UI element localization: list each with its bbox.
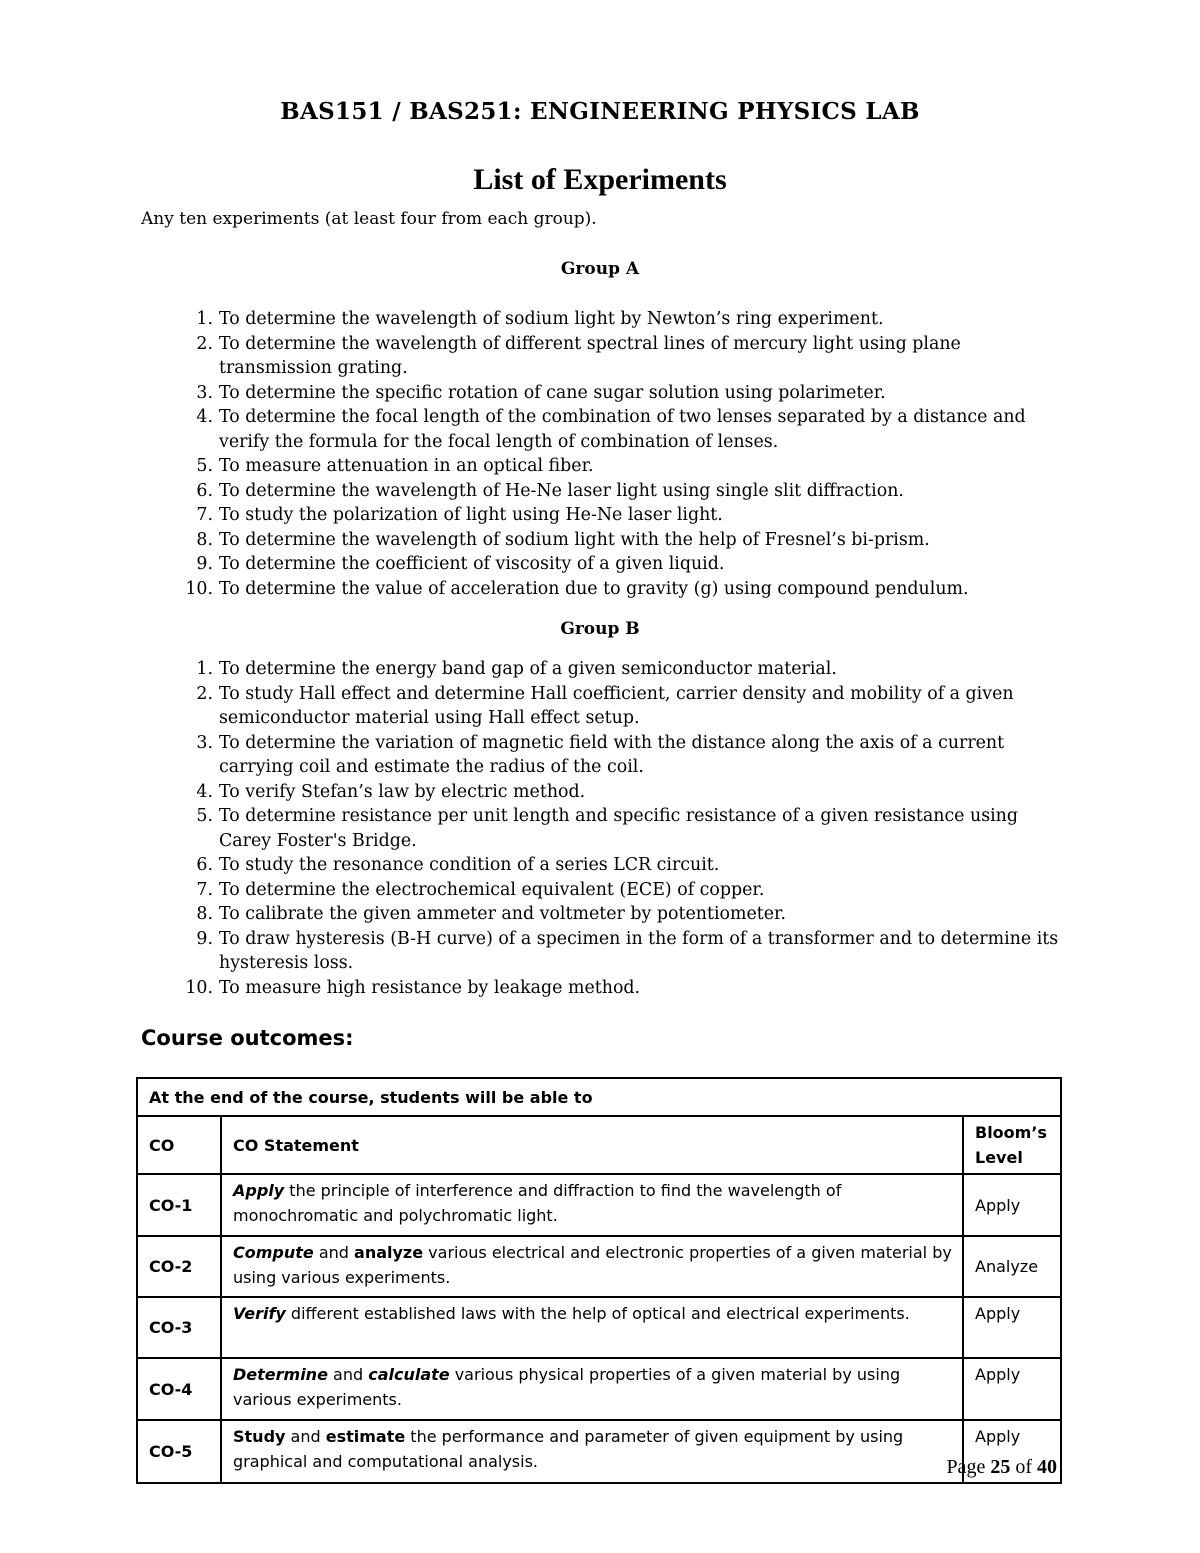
list-item (141, 381, 1071, 406)
list-item (141, 479, 1071, 504)
list-title: List of Experiments (473, 163, 727, 196)
co-statement-cell (221, 1297, 963, 1358)
list-item-text: To study the polarization of light using He-Ne laser light. (219, 505, 723, 525)
co-statement-part: Apply (233, 1181, 285, 1200)
list-item-text: To determine the wavelength of sodium light by Newton’s ring experiment. (219, 309, 884, 329)
list-item (141, 307, 1071, 332)
list-item-number: 9. (196, 928, 213, 949)
list-item (141, 976, 1071, 1001)
list-item (141, 528, 1071, 553)
course-outcomes-table (136, 1077, 1062, 1484)
co-id-cell: CO-3 (137, 1297, 221, 1358)
list-item (141, 731, 1071, 780)
group-b-list (141, 657, 1071, 1000)
group-a-heading: Group A (560, 259, 640, 279)
list-item-number: 5. (196, 806, 213, 826)
co-statement-part: Determine (233, 1365, 328, 1384)
list-item (141, 552, 1071, 577)
co-id-cell: CO-4 (137, 1358, 221, 1420)
list-item-number: 7. (196, 879, 213, 900)
list-item (141, 454, 1071, 479)
co-statement-cell (221, 1174, 963, 1236)
list-item-text: To determine the focal length of the combination of two lenses separated by a distance and verify the formula for the focal length of combination of lenses. (219, 407, 1026, 452)
list-item-number: 3. (196, 732, 213, 753)
list-item (141, 804, 1071, 853)
list-item-number: 1. (196, 309, 213, 329)
table-caption: At the end of the course, students will be able to (137, 1078, 1061, 1116)
table-row (137, 1174, 1061, 1236)
table-row (137, 1420, 1061, 1483)
intro-text: Any ten experiments (at least four from each group). (141, 209, 597, 229)
list-item-text: To calibrate the given ammeter and voltmeter by potentiometer. (219, 904, 786, 924)
co-id-cell: CO-1 (137, 1174, 221, 1236)
co-statement-part: the principle of interference and diffraction to find the wavelength of monochromatic and polychromatic light. (233, 1181, 842, 1225)
list-item-number: 9. (196, 554, 213, 574)
list-item-number: 2. (196, 683, 213, 704)
blooms-level-cell: Analyze (963, 1236, 1061, 1297)
co-statement-part: analyze (354, 1243, 424, 1262)
list-item (141, 682, 1071, 731)
list-item-number: 2. (196, 333, 213, 354)
co-statement-cell (221, 1358, 963, 1420)
table-row (137, 1236, 1061, 1297)
table-row (137, 1297, 1061, 1358)
list-item (141, 332, 1071, 381)
list-item-text: To verify Stefan’s law by electric method. (219, 781, 586, 802)
list-item-text: To determine the coefficient of viscosity of a given liquid. (219, 554, 725, 574)
list-item-number: 5. (196, 456, 213, 476)
co-statement-part: the performance and parameter of given equipment by using graphical and computational analysis. (233, 1427, 904, 1471)
page-of: of (1010, 1456, 1037, 1478)
list-item-text: To study the resonance condition of a series LCR circuit. (219, 855, 720, 875)
co-statement-part: and (313, 1243, 355, 1262)
list-item (141, 577, 1071, 602)
list-item (141, 405, 1071, 454)
list-item-number: 4. (196, 781, 213, 802)
list-item (141, 780, 1071, 805)
table-caption-row (137, 1078, 1061, 1116)
list-item (141, 503, 1071, 528)
co-statement-part: and (285, 1427, 326, 1446)
blooms-level-cell: Apply (963, 1358, 1061, 1420)
list-item-number: 10. (185, 977, 213, 998)
group-b-heading: Group B (560, 619, 640, 639)
group-a-list (141, 307, 1071, 601)
co-statement-part: estimate (325, 1427, 406, 1446)
list-item-number: 1. (196, 659, 213, 679)
co-statement-part: various electrical and electronic properties of a given material by using various experiments. (233, 1243, 952, 1287)
page-title: BAS151 / BAS251: ENGINEERING PHYSICS LAB (280, 98, 920, 125)
blooms-level-cell: Apply (963, 1297, 1061, 1358)
list-item-text: To determine the electrochemical equivalent (ECE) of copper. (219, 879, 765, 900)
list-item-number: 3. (196, 382, 213, 403)
list-item (141, 657, 1071, 682)
course-outcomes-heading: Course outcomes: (141, 1026, 354, 1050)
page-prefix: Page (946, 1456, 991, 1478)
list-item-text: To determine the wavelength of sodium light with the help of Fresnel’s bi-prism. (219, 529, 930, 550)
co-statement-part: calculate (368, 1365, 450, 1384)
page-total: 40 (1037, 1456, 1057, 1478)
list-item-text: To draw hysteresis (B-H curve) of a specimen in the form of a transformer and to determine its hysteresis loss. (219, 928, 1059, 973)
column-header-statement: CO Statement (221, 1116, 963, 1174)
list-item-text: To measure high resistance by leakage method. (219, 977, 641, 998)
co-id-cell: CO-2 (137, 1236, 221, 1297)
column-header-co: CO (137, 1116, 221, 1174)
list-item-number: 8. (196, 904, 213, 924)
list-item-number: 6. (196, 855, 213, 875)
list-item-text: To determine resistance per unit length and specific resistance of a given resistance using Carey Foster's Bridge. (219, 806, 1019, 851)
list-item (141, 853, 1071, 878)
list-item-number: 10. (185, 578, 213, 599)
list-item (141, 927, 1071, 976)
list-item-text: To measure attenuation in an optical fiber. (219, 456, 594, 476)
co-id-cell: CO-5 (137, 1420, 221, 1483)
list-item (141, 902, 1071, 927)
list-item-text: To determine the wavelength of different spectral lines of mercury light using plane transmission grating. (219, 333, 961, 378)
list-item-text: To determine the value of acceleration due to gravity (g) using compound pendulum. (219, 578, 969, 599)
co-statement-part: different established laws with the help of optical and electrical experiments. (285, 1304, 910, 1323)
list-item-text: To determine the energy band gap of a given semiconductor material. (219, 659, 837, 679)
page-current: 25 (990, 1456, 1011, 1478)
list-item-text: To determine the variation of magnetic field with the distance along the axis of a current carrying coil and estimate the radius of the coil. (219, 732, 1005, 777)
list-item-text: To determine the specific rotation of cane sugar solution using polarimeter. (219, 382, 886, 403)
list-item-text: To study Hall effect and determine Hall coefficient, carrier density and mobility of a given semiconductor material using Hall effect setup. (219, 683, 1014, 728)
column-header-level: Bloom’s Level (963, 1116, 1061, 1174)
table-header-row (137, 1116, 1061, 1174)
list-item-number: 7. (196, 505, 213, 525)
co-statement-part: various physical properties of a given material by using various experiments. (233, 1365, 901, 1409)
co-statement-part: Study (233, 1427, 286, 1446)
list-item-number: 8. (196, 529, 213, 550)
blooms-level-cell: Apply (963, 1420, 1061, 1483)
list-item-number: 4. (196, 407, 213, 427)
blooms-level-cell: Apply (963, 1174, 1061, 1236)
co-statement-part: Compute (233, 1243, 314, 1262)
list-item-number: 6. (196, 480, 213, 501)
list-item (141, 878, 1071, 903)
table-row (137, 1358, 1061, 1420)
page-number (946, 1456, 1057, 1479)
co-statement-cell (221, 1420, 963, 1483)
list-item-text: To determine the wavelength of He-Ne laser light using single slit diffraction. (219, 480, 904, 501)
co-statement-part: Verify (233, 1304, 286, 1323)
co-statement-cell (221, 1236, 963, 1297)
co-statement-part: and (327, 1365, 369, 1384)
